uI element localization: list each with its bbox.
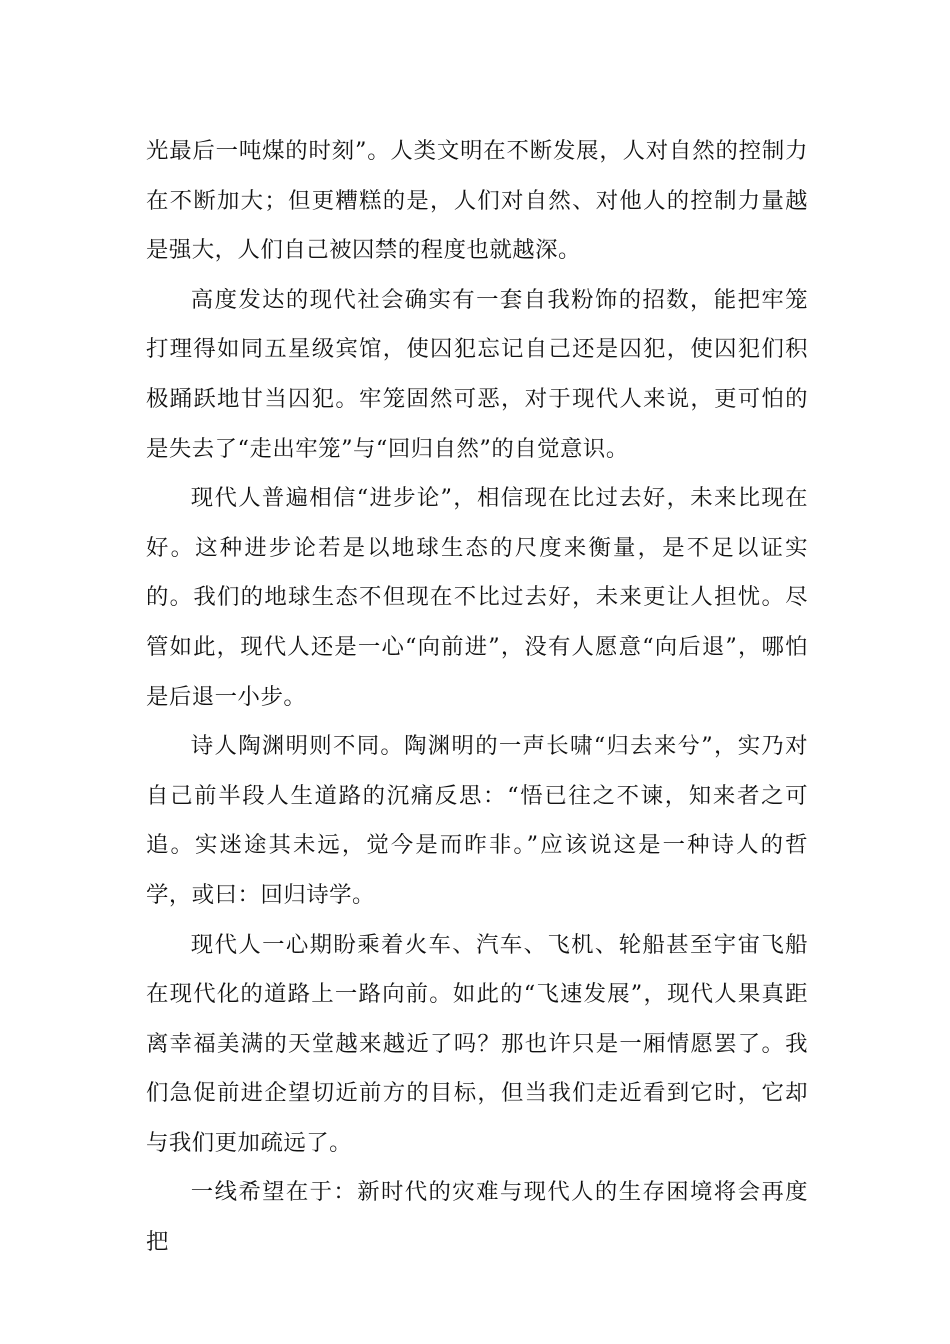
paragraph-continued: 光最后一吨煤的时刻”。人类文明在不断发展，人对自然的控制力在不断加大；但更糟糕的是，人们对自然、对他人的控制力量越是强大，人们自己被囚禁的程度也就越深。 bbox=[146, 138, 808, 264]
paragraph-modern-speed: 现代人一心期盼乘着火车、汽车、飞机、轮船甚至宇宙飞船在现代化的道路上一路向前。如此的“飞速发展”，现代人果真距离幸福美满的天堂越来越近了吗？那也许只是一厢情愿罢了。我们急促前进企望切近前方的目标，但当我们走近看到它时，它却与我们更加疏远了。 bbox=[146, 931, 808, 1156]
paragraph-prison-luxury: 高度发达的现代社会确实有一套自我粉饰的招数，能把牢笼打理得如同五星级宾馆，使囚犯忘记自己还是囚犯，使囚犯们积极踊跃地甘当囚犯。牢笼固然可恶，对于现代人来说，更可怕的是失去了“走出牢笼”与“回归自然”的自觉意识。 bbox=[146, 286, 808, 462]
paragraph-tao-yuanming: 诗人陶渊明则不同。陶渊明的一声长啸“归去来兮”，实乃对自己前半段人生道路的沉痛反思：“悟已往之不谏，知来者之可追。实迷途其未远，觉今是而昨非。”应该说这是一种诗人的哲学，或曰：回归诗学。 bbox=[146, 733, 808, 908]
document-body bbox=[146, 127, 808, 1268]
paragraph-progress-theory: 现代人普遍相信“进步论”，相信现在比过去好，未来比现在好。这种进步论若是以地球生态的尺度来衡量，是不足以证实的。我们的地球生态不但现在不比过去好，未来更让人担忧。尽管如此，现代人还是一心“向前进”，没有人愿意“向后退”，哪怕是后退一小步。 bbox=[146, 485, 808, 710]
paragraph-hope: 一线希望在于：新时代的灾难与现代人的生存困境将会再度把 bbox=[146, 1179, 808, 1256]
